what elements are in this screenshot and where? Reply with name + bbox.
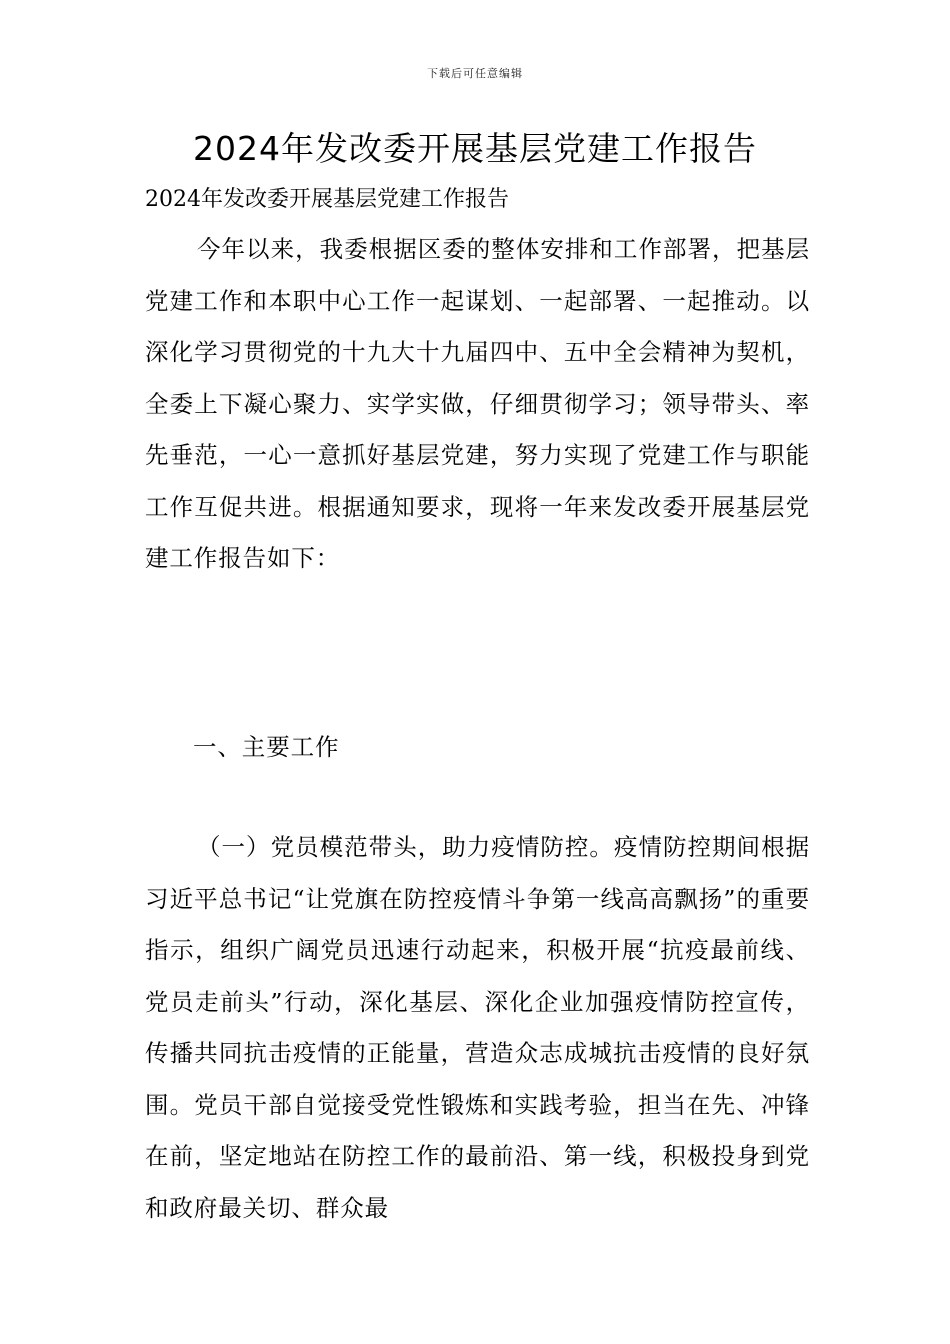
document-subtitle: 2024年发改委开展基层党建工作报告 xyxy=(145,187,509,212)
intro-paragraph: 今年以来，我委根据区委的整体安排和工作部署，把基层党建工作和本职中心工作一起谋划、一起部署、一起推动。以深化学习贯彻党的十九大十九届四中、五中全会精神为契机，全委上下凝心聚力、实学实做，仔细贯彻学习；领导带头、率先垂范，一心一意抓好基层党建，努力实现了党建工作与职能工作互促共进。根据通知要求，现将一年来发改委开展基层党建工作报告如下： xyxy=(145,235,810,572)
section-heading: 一、主要工作 xyxy=(193,733,340,761)
document-title: 2024年发改委开展基层党建工作报告 xyxy=(193,129,757,168)
section-one-paragraph: （一）党员模范带头，助力疫情防控。疫情防控期间根据习近平总书记“让党旗在防控疫情斗争第一线高高飘扬”的重要指示，组织广阔党员迅速行动起来，积极开展“抗疫最前线、党员走前头”行动，深化基层、深化企业加强疫情防控宣传，传播共同抗击疫情的正能量，营造众志成城抗击疫情的良好氛围。党员干部自觉接受党性锻炼和实践考验，担当在先、冲锋在前，坚定地站在防控工作的最前沿、第一线，积极投身到党和政府最关切、群众最 xyxy=(145,833,810,1222)
header-note: 下载后可任意编辑 xyxy=(427,67,523,80)
